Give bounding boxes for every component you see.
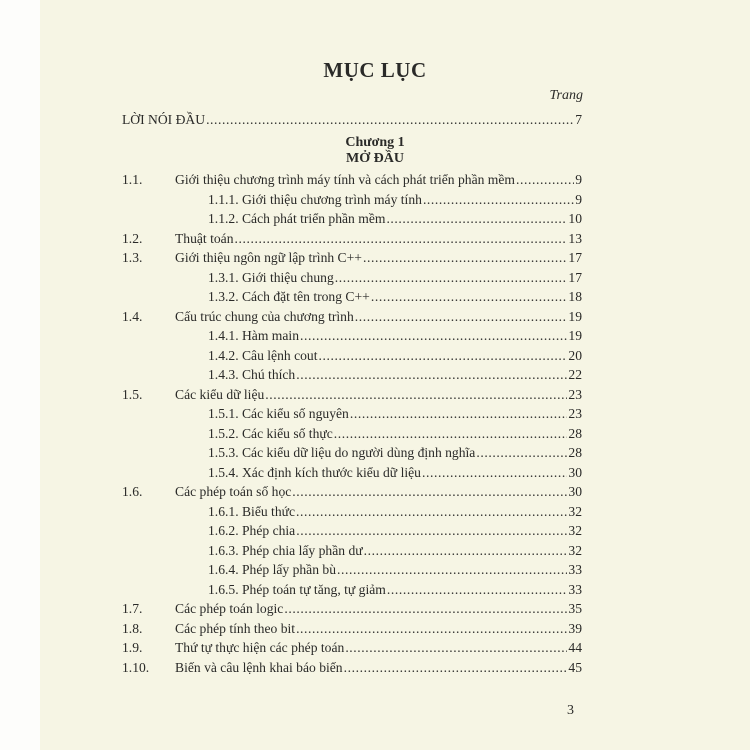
dot-leader — [422, 465, 567, 481]
entry-label: 1.3.2. Cách đặt tên trong C++ — [208, 289, 370, 304]
dot-leader — [300, 328, 567, 344]
toc-entry — [122, 484, 582, 503]
dot-leader — [345, 640, 567, 656]
dot-leader — [423, 192, 574, 208]
entry-label: 1.6.1. Biểu thức — [208, 503, 296, 519]
entry-page: 45 — [568, 659, 582, 675]
entry-number: 1.4. — [122, 308, 143, 324]
dot-leader — [386, 211, 567, 227]
entry-page: 19 — [568, 308, 582, 324]
entry-label: 1.5.3. Các kiểu dữ liệu do người dùng định nghĩa — [208, 445, 476, 460]
entry-label: Giới thiệu chương trình máy tính và cách phát triển phần mềm — [175, 172, 515, 187]
entry-page: 19 — [568, 328, 582, 343]
dot-leader — [206, 112, 574, 128]
entry-number: 1.9. — [122, 640, 143, 655]
entry-label: 1.4.3. Chú thích — [208, 367, 296, 382]
dot-leader — [337, 562, 567, 578]
entry-label: Giới thiệu ngôn ngữ lập trình C++ — [175, 250, 362, 265]
entry-page: 9 — [575, 191, 582, 207]
entry-label: 1.1.2. Cách phát triển phần mềm — [208, 211, 386, 226]
toc-entry — [208, 543, 582, 562]
entry-page: 33 — [568, 562, 582, 577]
toc-entry — [208, 426, 582, 445]
entry-page: 17 — [568, 250, 582, 265]
entry-label: 1.6.2. Phép chia — [208, 523, 296, 538]
toc-entry — [208, 328, 582, 347]
dot-leader — [334, 426, 568, 442]
toc-entry — [208, 523, 582, 542]
dot-leader — [364, 543, 568, 559]
entry-number: 1.1. — [122, 172, 143, 187]
toc-entry — [122, 601, 582, 620]
dot-leader — [292, 484, 567, 500]
page-title: MỤC LỤC — [323, 58, 427, 82]
entry-page: 17 — [568, 269, 582, 285]
dot-leader — [344, 660, 568, 676]
page-number: 3 — [567, 703, 574, 718]
toc-entry — [122, 250, 582, 269]
toc-entry-preface — [122, 112, 582, 131]
entry-page: 7 — [575, 112, 582, 127]
entry-label: 1.1.1. Giới thiệu chương trình máy tính — [208, 191, 422, 207]
entry-number: 1.8. — [122, 620, 143, 636]
entry-number: 1.3. — [122, 250, 143, 265]
entry-page: 22 — [568, 367, 582, 382]
entry-page: 32 — [568, 503, 582, 519]
entry-number: 1.6. — [122, 484, 143, 499]
chapter-title: MỞ ĐẦU — [346, 151, 404, 166]
toc-entry — [208, 504, 582, 523]
entry-page: 32 — [568, 523, 582, 538]
toc-entry — [208, 406, 582, 425]
entry-page: 32 — [568, 542, 582, 558]
toc-entry — [208, 289, 582, 308]
entry-page: 20 — [568, 347, 582, 363]
toc-entry — [122, 309, 582, 328]
dot-leader — [296, 367, 567, 383]
dot-leader — [355, 309, 568, 325]
dot-leader — [284, 601, 567, 617]
toc-entry — [208, 562, 582, 581]
entry-label: Thuật toán — [175, 230, 234, 246]
toc-entry — [122, 172, 582, 191]
entry-label: 1.5.1. Các kiểu số nguyên — [208, 406, 349, 421]
entry-page: 28 — [568, 445, 582, 460]
entry-page: 30 — [568, 464, 582, 480]
page-column-label: Trang — [549, 88, 583, 103]
entry-page: 33 — [568, 581, 582, 597]
entry-label: 1.5.2. Các kiểu số thực — [208, 425, 333, 441]
dot-leader — [265, 387, 567, 403]
entry-page: 35 — [568, 601, 582, 616]
entry-number: 1.2. — [122, 230, 143, 246]
toc-entry — [208, 465, 582, 484]
entry-number: 1.10. — [122, 659, 150, 675]
entry-page: 28 — [568, 425, 582, 441]
entry-label: 1.3.1. Giới thiệu chung — [208, 269, 334, 285]
toc-entry — [122, 640, 582, 659]
toc-entry — [208, 270, 582, 289]
entry-label: 1.6.3. Phép chia lấy phần dư — [208, 542, 363, 558]
dot-leader — [363, 250, 567, 266]
entry-label: 1.4.1. Hàm main — [208, 328, 299, 343]
entry-label: 1.5.4. Xác định kích thước kiểu dữ liệu — [208, 464, 421, 480]
entry-label: Thứ tự thực hiện các phép toán — [175, 640, 345, 655]
entry-page: 9 — [575, 172, 582, 187]
dot-leader — [350, 406, 568, 422]
dot-leader — [319, 348, 568, 364]
entry-label: Cấu trúc chung của chương trình — [175, 308, 354, 324]
dot-leader — [476, 445, 567, 461]
entry-label: 1.6.4. Phép lấy phần bù — [208, 562, 336, 577]
dot-leader — [516, 172, 574, 188]
toc-entry — [122, 231, 582, 250]
entry-page: 30 — [568, 484, 582, 499]
dot-leader — [235, 231, 568, 247]
entry-page: 23 — [568, 406, 582, 421]
entry-number: 1.7. — [122, 601, 143, 616]
dot-leader — [296, 523, 567, 539]
entry-label: LỜI NÓI ĐẦU — [122, 112, 206, 127]
entry-label: 1.6.5. Phép toán tự tăng, tự giảm — [208, 581, 386, 597]
entry-page: 10 — [568, 211, 582, 226]
entry-page: 13 — [568, 230, 582, 246]
toc-entry — [208, 445, 582, 464]
entry-number: 1.5. — [122, 386, 143, 402]
entry-label: Biến và câu lệnh khai báo biến — [175, 659, 343, 675]
dot-leader — [387, 582, 568, 598]
dot-leader — [296, 621, 567, 637]
entry-label: Các phép toán logic — [175, 601, 284, 616]
entry-label: Các phép toán số học — [175, 484, 292, 499]
toc-entry — [122, 387, 582, 406]
toc-entry — [208, 211, 582, 230]
dot-leader — [296, 504, 567, 520]
entry-page: 39 — [568, 620, 582, 636]
dot-leader — [371, 289, 568, 305]
entry-label: Các kiểu dữ liệu — [175, 386, 265, 402]
chapter-number: Chương 1 — [345, 135, 405, 150]
entry-label: Các phép tính theo bit — [175, 620, 296, 636]
toc-entry — [208, 192, 582, 211]
entry-label: 1.4.2. Câu lệnh cout — [208, 347, 318, 363]
entry-page: 23 — [568, 386, 582, 402]
toc-entry — [208, 367, 582, 386]
entry-page: 18 — [568, 289, 582, 304]
toc-entry — [122, 621, 582, 640]
dot-leader — [335, 270, 568, 286]
toc-entry — [208, 582, 582, 601]
entry-page: 44 — [568, 640, 582, 655]
toc-entry — [208, 348, 582, 367]
toc-entry — [122, 660, 582, 679]
